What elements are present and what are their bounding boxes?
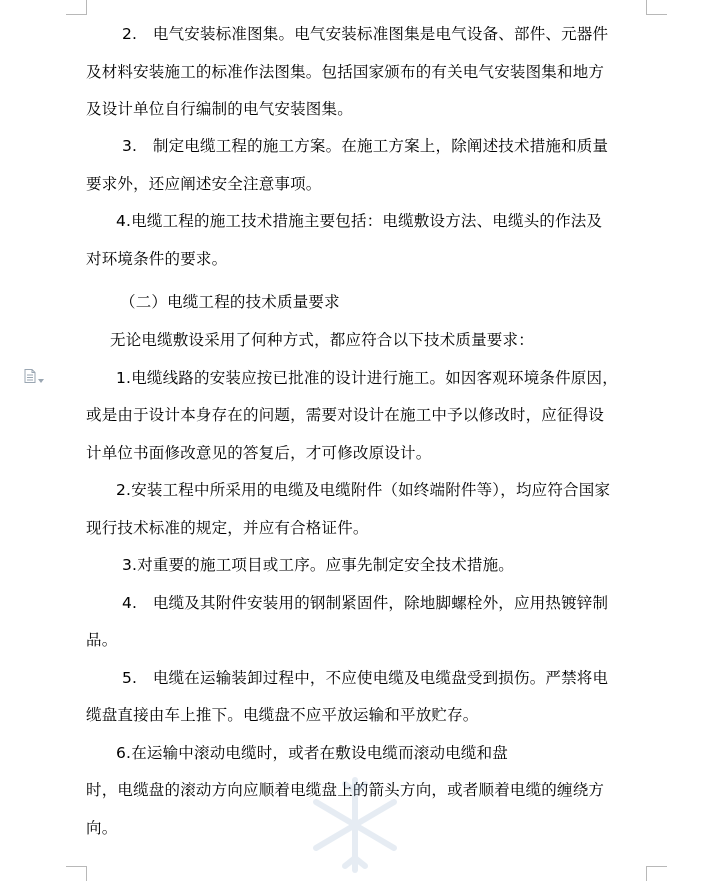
paragraph-menu-button[interactable] (24, 368, 44, 387)
paragraph-line: 计单位书面修改意见的答复后，才可修改原设计。 (86, 444, 432, 462)
paragraph-line: 5. 电缆在运输装卸过程中，不应使电缆及电缆盘受到损伤。严禁将电 (122, 669, 609, 687)
paragraph-line: 6.在运输中滚动电缆时，或者在敷设电缆而滚动电缆和盘 (116, 744, 508, 762)
paragraph-line: 2.安装工程中所采用的电缆及电缆附件（如终端附件等），均应符合国家 (116, 481, 611, 499)
paragraph-line: 1.电缆线路的安装应按已批准的设计进行施工。如因客观环境条件原因， (116, 369, 618, 387)
crop-mark-bottom-right (646, 866, 667, 881)
document-icon (24, 368, 36, 387)
crop-mark-top-left (66, 0, 87, 15)
paragraph-line: 及材料安装施工的标准作法图集。包括国家颁布的有关电气安装图集和地方 (86, 63, 605, 81)
section-heading: （二）电缆工程的技术质量要求 (120, 293, 340, 311)
paragraph-line: 缆盘直接由车上推下。电缆盘不应平放运输和平放贮存。 (86, 706, 479, 724)
paragraph-line: 或是由于设计本身存在的问题，需要对设计在施工中予以修改时，应征得设 (86, 406, 605, 424)
paragraph-line: 向。 (86, 819, 118, 837)
paragraph-line: 品。 (86, 631, 118, 649)
crop-mark-top-right (646, 0, 667, 15)
paragraph-line: 及设计单位自行编制的电气安装图集。 (86, 100, 353, 118)
paragraph-line: 4. 电缆及其附件安装用的钢制紧固件，除地脚螺栓外，应用热镀锌制 (122, 594, 609, 612)
paragraph-line: 时，电缆盘的滚动方向应顺着电缆盘上的箭头方向，或者顺着电缆的缠绕方 (86, 781, 605, 799)
paragraph-line: 3. 制定电缆工程的施工方案。在施工方案上，除阐述技术措施和质量 (122, 137, 609, 155)
paragraph-line: 现行技术标准的规定，并应有合格证件。 (86, 519, 369, 537)
paragraph-line: 对环境条件的要求。 (86, 250, 228, 268)
caret-down-icon (38, 368, 44, 387)
paragraph-line: 无论电缆敷设采用了何种方式，都应符合以下技术质量要求： (110, 331, 534, 349)
paragraph-line: 3.对重要的施工项目或工序。应事先制定安全技术措施。 (122, 556, 514, 574)
paragraph-line: 要求外，还应阐述安全注意事项。 (86, 175, 322, 193)
paragraph-line: 4.电缆工程的施工技术措施主要包括：电缆敷设方法、电缆头的作法及 (116, 212, 603, 230)
crop-mark-bottom-left (66, 866, 87, 881)
paragraph-line: 2. 电气安装标准图集。电气安装标准图集是电气设备、部件、元器件 (122, 25, 609, 43)
